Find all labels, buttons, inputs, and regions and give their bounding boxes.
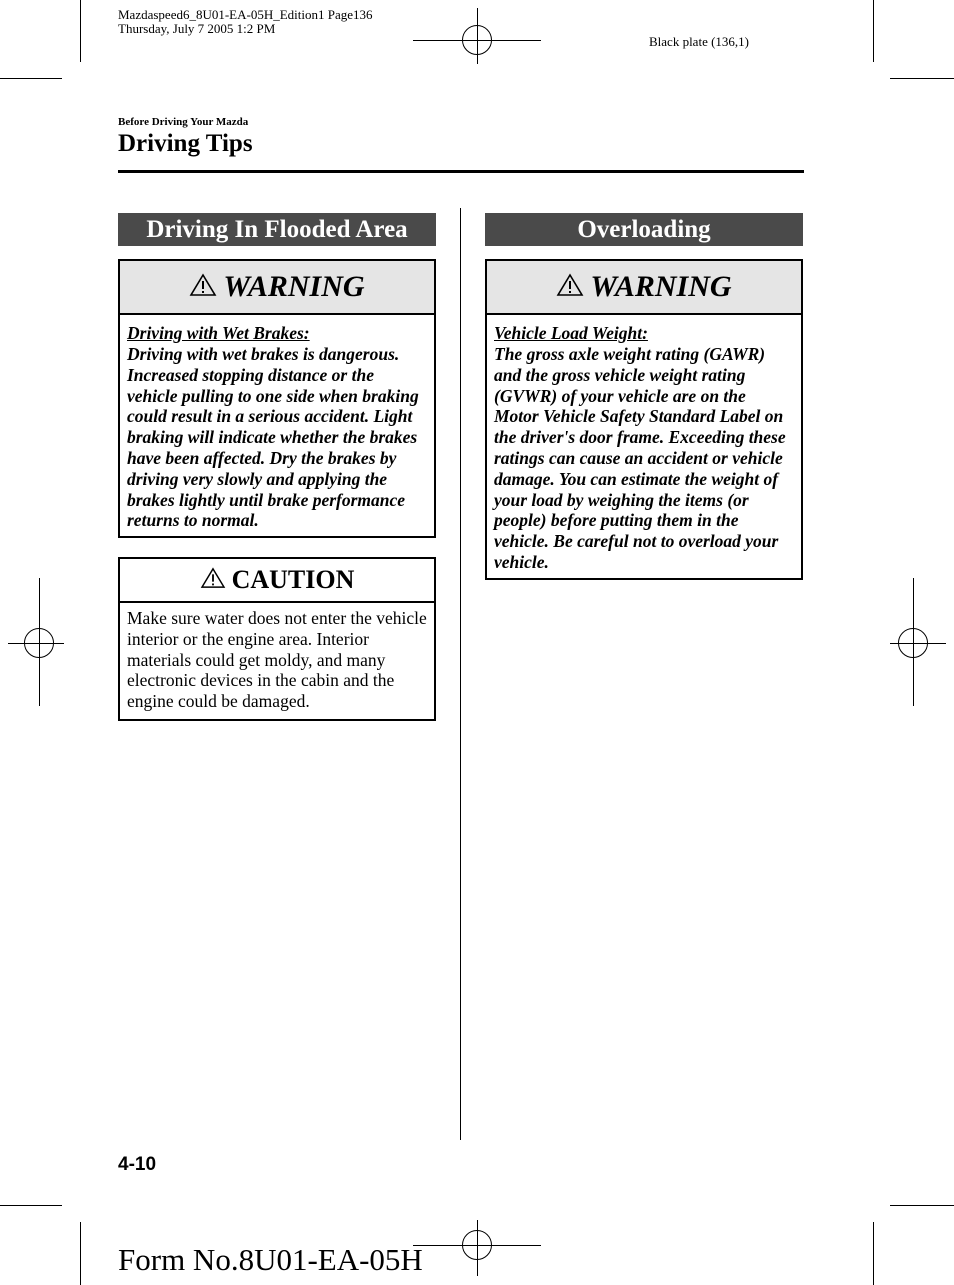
caution-text: Make sure water does not enter the vehicle interior or the engine area. Interior materials could get moldy, and many electronic devices in the cabin and the engine could be damaged. [127, 608, 427, 712]
warning-header [120, 261, 434, 315]
caution-box-water [118, 557, 436, 721]
file-line: Mazdaspeed6_8U01-EA-05H_Edition1 Page136 [118, 7, 373, 22]
warning-subtitle: Driving with Wet Brakes: [127, 323, 310, 343]
warning-header [487, 261, 801, 315]
date-line: Thursday, July 7 2005 1:2 PM [118, 21, 276, 36]
flooded-area-heading: Driving In Flooded Area [118, 213, 436, 246]
plate-label: Black plate (136,1) [649, 34, 749, 49]
form-number: Form No.8U01-EA-05H [118, 1242, 423, 1277]
caution-label: CAUTION [231, 565, 355, 594]
warning-triangle-icon [556, 273, 584, 302]
section-kicker: Before Driving Your Mazda [118, 116, 249, 128]
warning-label: WARNING [223, 270, 365, 303]
print-meta [118, 8, 373, 36]
warning-text: Driving with wet brakes is dangerous. Increased stopping distance or the vehicle pulling to one side when braking could result in a serious accident. Light braking will indicate whether the brakes have been affected. Dry the brakes by driving very slowly and applying the brakes lightly until brake performance returns to normal. [127, 344, 419, 531]
warning-text: The gross axle weight rating (GAWR) and the gross vehicle weight rating (GVWR) of your vehicle are on the Motor Vehicle Safety Standard Label on the driver's door frame. Exceeding these ratings can cause an accident or vehicle damage. You can estimate the weight of your load by weighing the items (or people) before putting them in the vehicle. Be careful not to overload your vehicle. [494, 344, 786, 572]
warning-label: WARNING [590, 270, 732, 303]
column-divider [460, 208, 461, 1140]
warning-box-wet-brakes [118, 259, 436, 538]
page-title: Driving Tips [118, 130, 253, 157]
warning-subtitle: Vehicle Load Weight: [494, 323, 648, 343]
warning-box-load-weight [485, 259, 803, 580]
warning-triangle-icon [189, 273, 217, 302]
page-number: 4-10 [118, 1154, 157, 1175]
caution-header [120, 559, 434, 603]
warning-triangle-icon [200, 567, 226, 594]
overloading-heading: Overloading [485, 213, 803, 246]
header-rule [118, 170, 804, 173]
